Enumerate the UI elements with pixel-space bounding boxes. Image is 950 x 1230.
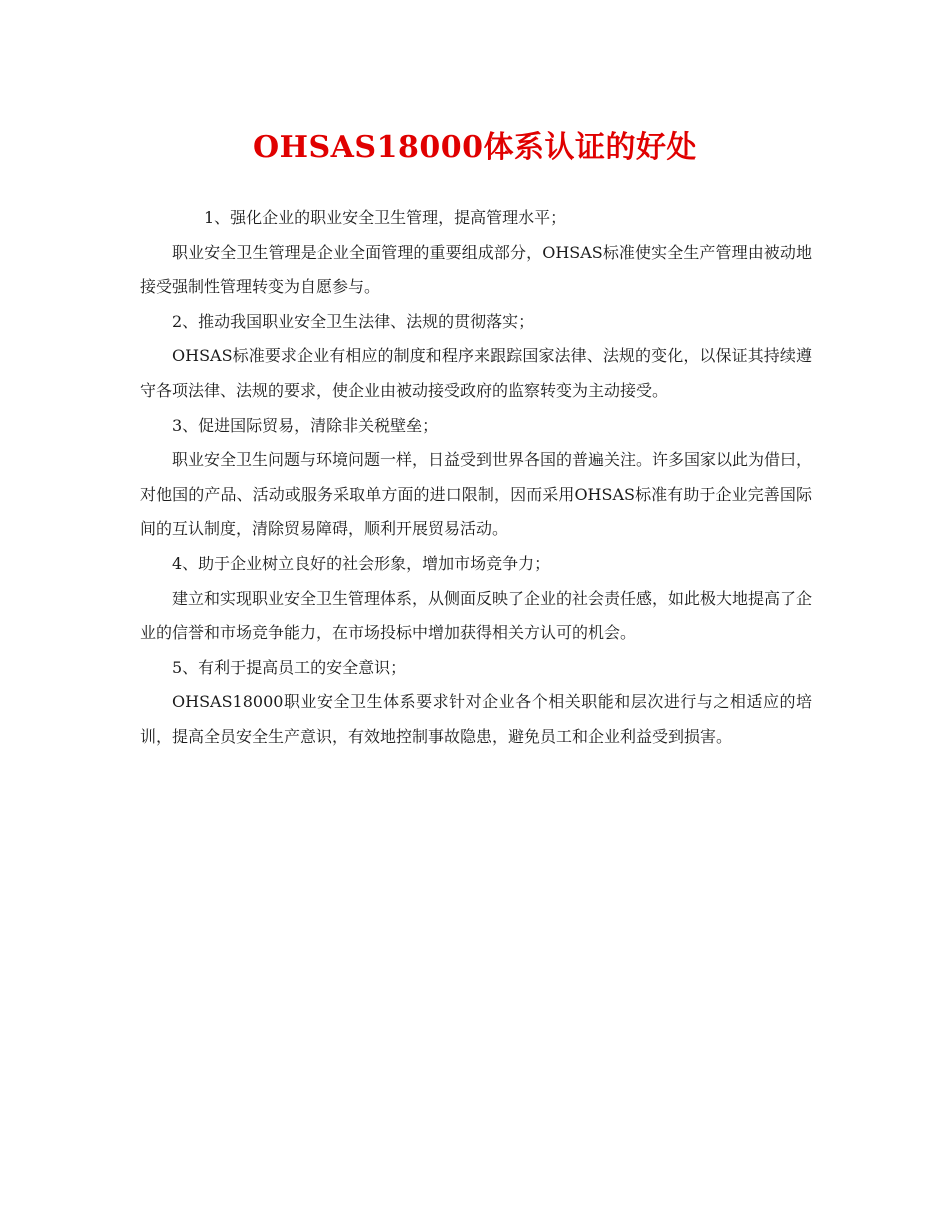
section-heading-3: 3、促进国际贸易，清除非关税壁垒； bbox=[172, 415, 439, 435]
section-text-5: OHSAS18000职业安全卫生体系要求针对企业各个相关职能和层次进行与之相适应的培训，提高全员安全生产意识，有效地控制事故隐患，避免员工和企业利益受到损害。 bbox=[140, 692, 812, 746]
document-body bbox=[140, 201, 812, 755]
document-title: OHSAS18000体系认证的好处 bbox=[253, 130, 697, 165]
section-text-3: 职业安全卫生问题与环境问题一样，日益受到世界各国的普遍关注。许多国家以此为借曰，对他国的产品、活动或服务采取单方面的进口限制，因而采用OHSAS标准有助于企业完善国际间的互认制度，清除贸易障碍，顺利开展贸易活动。 bbox=[140, 450, 813, 539]
section-text-2: OHSAS标准要求企业有相应的制度和程序来跟踪国家法律、法规的变化，以保证其持续遵守各项法律、法规的要求，使企业由被动接受政府的监察转变为主动接受。 bbox=[140, 346, 812, 400]
section-heading-5: 5、有利于提高员工的安全意识； bbox=[172, 657, 407, 677]
section-heading-1: 1、强化企业的职业安全卫生管理，提高管理水平； bbox=[204, 208, 567, 227]
section-heading-2: 2、推动我国职业安全卫生法律、法规的贯彻落实； bbox=[172, 311, 535, 331]
section-text-4: 建立和实现职业安全卫生管理体系，从侧面反映了企业的社会责任感，如此极大地提高了企业的信誉和市场竞争能力，在市场投标中增加获得相关方认可的机会。 bbox=[140, 588, 813, 643]
section-text-1: 职业安全卫生管理是企业全面管理的重要组成部分，OHSAS标准使实全生产管理由被动地接受强制性管理转变为自愿参与。 bbox=[140, 242, 812, 297]
section-heading-4: 4、助于企业树立良好的社会形象，增加市场竞争力； bbox=[172, 553, 551, 573]
